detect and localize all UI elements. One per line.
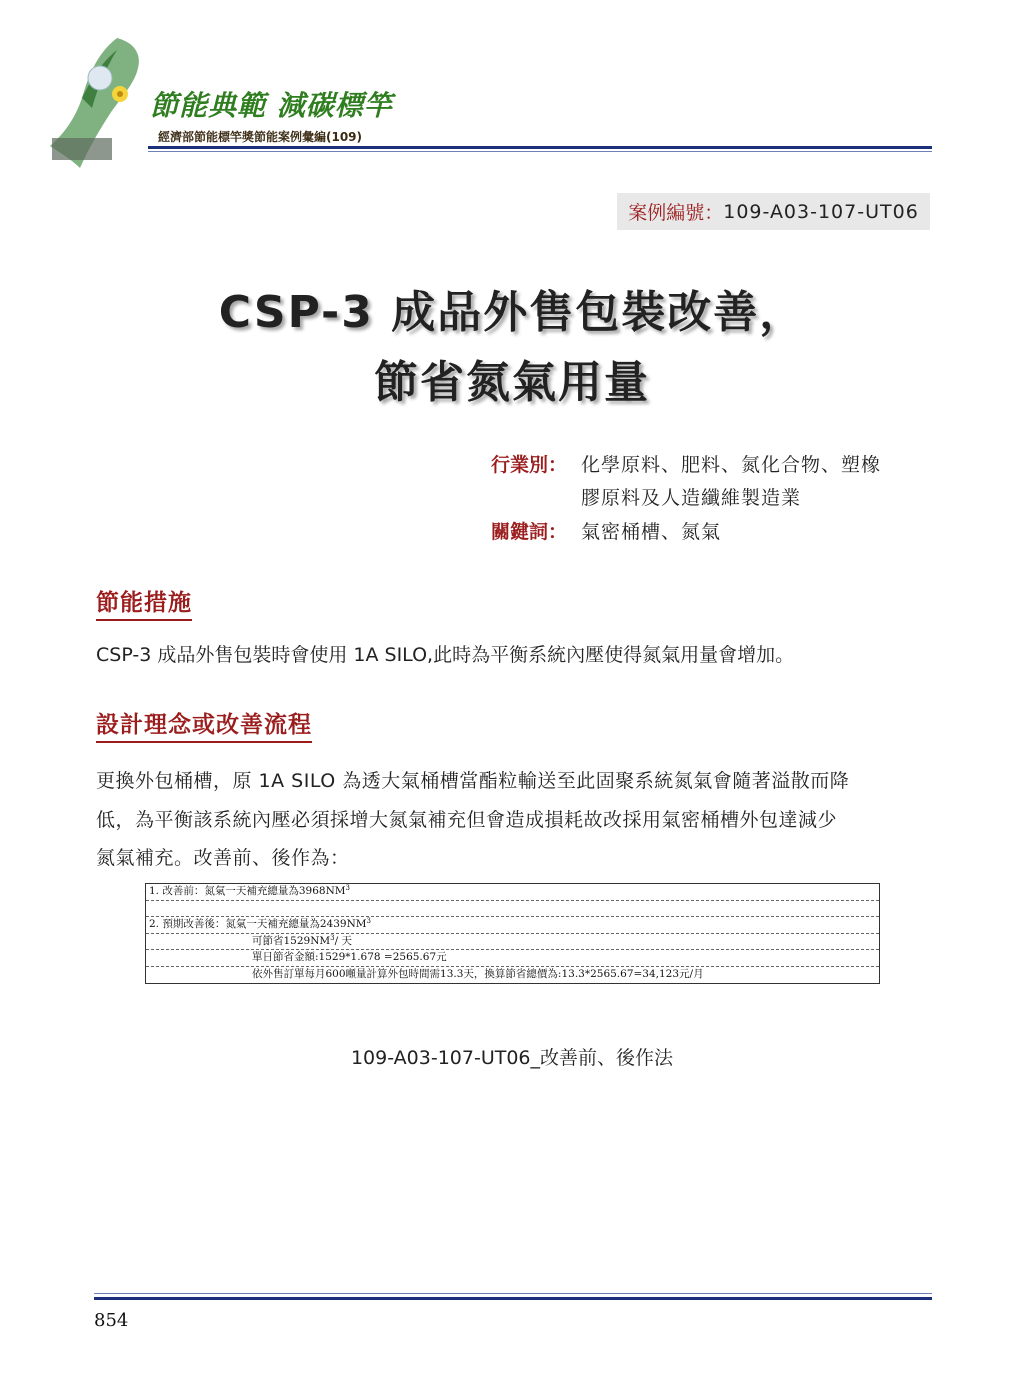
table-cell: 2. 預期改善後：氮氣一天補充總量為2439NM (149, 918, 367, 931)
header-title: 節能典範 減碳標竿 (150, 89, 393, 122)
measures-text: CSP-3 成品外售包裝時會使用 1A SILO,此時為平衡系統內壓使得氮氣用量會增加。 (96, 644, 795, 666)
page-title-line-1: CSP-3 成品外售包裝改善， (218, 287, 806, 338)
improvement-table (145, 883, 880, 984)
design-text-line-3: 氮氣補充。改善前、後作為： (96, 847, 350, 869)
table-cell: 單日節省金額:1529*1.678 =2565.67元 (252, 951, 447, 964)
case-number-label: 案例編號： (628, 202, 724, 224)
superscript: 3 (366, 917, 371, 926)
design-text-line-1: 更換外包桶槽，原 1A SILO 為透大氣桶槽當酯粒輸送至此固聚系統氮氣會隨著溢散而降 (96, 770, 850, 792)
industry-text-line-2: 膠原料及人造纖維製造業 (581, 487, 802, 509)
header-rule-thin (148, 151, 932, 152)
header-subtitle: 經濟部節能標竿獎節能案例彙編(109) (158, 130, 363, 144)
table-cell: 依外售訂單每月600噸量計算外包時間需13.3天，換算節省總價為:13.3*2565.67=34,123元/月 (252, 967, 704, 980)
table-cell: 可節省1529NM (252, 934, 331, 947)
keywords-label: 關鍵詞： (491, 521, 568, 543)
table-row (146, 901, 879, 918)
case-number-value: 109-A03-107-UT06 (723, 200, 919, 223)
keywords-text: 氣密桶槽、氮氣 (581, 521, 722, 543)
page-number: 854 (94, 1310, 129, 1331)
table-caption: 109-A03-107-UT06_改善前、後作法 (350, 1047, 674, 1069)
measures-heading: 節能措施 (96, 584, 192, 621)
industry-text-line-1: 化學原料、肥料、氮化合物、塑橡 (581, 454, 882, 476)
table-row (146, 884, 879, 901)
table-cell: 1. 改善前：氮氣一天補充總量為3968NM (149, 885, 346, 897)
header-rule (148, 146, 932, 149)
design-heading: 設計理念或改善流程 (96, 706, 312, 743)
table-row (146, 950, 879, 967)
superscript: 3 (345, 884, 350, 892)
table-row (146, 917, 879, 934)
case-number-box (617, 193, 930, 230)
footer-rule-thin (94, 1293, 932, 1294)
footer-rule (94, 1297, 932, 1300)
superscript: 3 (330, 933, 335, 942)
table-cell-tail: / 天 (334, 934, 353, 947)
industry-label: 行業別： (491, 454, 568, 476)
table-row (146, 934, 879, 951)
design-text-line-2: 低，為平衡該系統內壓必須採增大氮氣補充但會造成損耗故改採用氣密桶槽外包達減少 (96, 809, 838, 831)
table-row (146, 967, 879, 983)
page-title-line-2: 節省氮氣用量 (374, 357, 650, 408)
